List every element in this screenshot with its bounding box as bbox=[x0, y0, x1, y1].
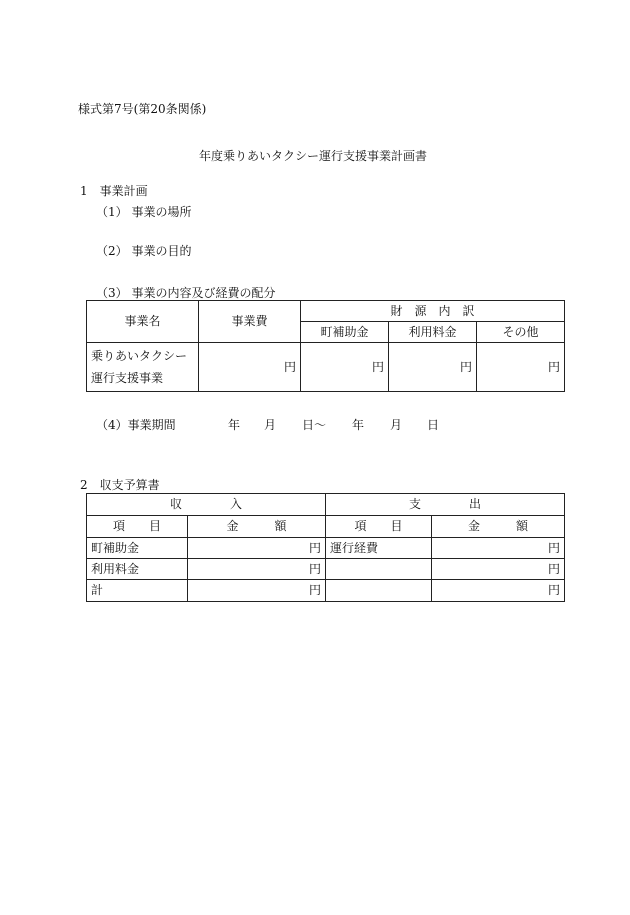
other-yen: 円 bbox=[477, 343, 565, 392]
col-funding-breakdown: 財 源 内 訳 bbox=[301, 301, 565, 322]
allocation-table bbox=[86, 300, 565, 392]
income-item-header: 項 目 bbox=[87, 516, 188, 538]
item-period: （4）事業期間 bbox=[96, 418, 176, 432]
period-day-start: 日～ bbox=[302, 418, 327, 432]
sub-town-subsidy: 町補助金 bbox=[301, 322, 389, 343]
period-year-start: 年 bbox=[228, 418, 241, 432]
expense-header: 支 出 bbox=[326, 494, 565, 516]
expense-row-1: 運行経費 bbox=[326, 538, 432, 559]
row-name-line2: 運行支援事業 bbox=[91, 371, 164, 385]
sub-other: その他 bbox=[477, 322, 565, 343]
town-yen: 円 bbox=[301, 343, 389, 392]
period-month-start: 月 bbox=[264, 418, 277, 432]
income-row-total: 計 bbox=[87, 580, 188, 602]
income-amount-1: 円 bbox=[188, 538, 326, 559]
income-amount-total: 円 bbox=[188, 580, 326, 602]
income-amount-header: 金 額 bbox=[188, 516, 326, 538]
col-project-name: 事業名 bbox=[87, 301, 199, 343]
expense-row-2 bbox=[326, 559, 432, 580]
expense-item-header: 項 目 bbox=[326, 516, 432, 538]
sub-usage-fee: 利用料金 bbox=[389, 322, 477, 343]
income-row-2: 利用料金 bbox=[87, 559, 188, 580]
item-contents: （3） 事業の内容及び経費の配分 bbox=[96, 286, 276, 300]
income-header: 収 入 bbox=[87, 494, 326, 516]
item-location: （1） 事業の場所 bbox=[96, 205, 192, 219]
section2-heading: 2 収支予算書 bbox=[80, 478, 160, 492]
period-month-end: 月 bbox=[390, 418, 403, 432]
period-day-end: 日 bbox=[427, 418, 440, 432]
col-project-cost: 事業費 bbox=[199, 301, 301, 343]
expense-amount-header: 金 額 bbox=[432, 516, 565, 538]
expense-amount-3: 円 bbox=[432, 580, 565, 602]
document-title: 年度乗りあいタクシー運行支援事業計画書 bbox=[199, 149, 428, 163]
budget-table bbox=[86, 493, 565, 602]
section1-heading: 1 事業計画 bbox=[80, 184, 148, 198]
item-purpose: （2） 事業の目的 bbox=[96, 244, 192, 258]
cost-yen: 円 bbox=[199, 343, 301, 392]
income-amount-2: 円 bbox=[188, 559, 326, 580]
expense-row-3 bbox=[326, 580, 432, 602]
income-row-1: 町補助金 bbox=[87, 538, 188, 559]
expense-amount-2: 円 bbox=[432, 559, 565, 580]
expense-amount-1: 円 bbox=[432, 538, 565, 559]
period-year-end: 年 bbox=[352, 418, 365, 432]
row-project-name bbox=[87, 343, 199, 392]
fee-yen: 円 bbox=[389, 343, 477, 392]
form-number: 様式第7号(第20条関係) bbox=[78, 102, 207, 116]
row-name-line1: 乗りあいタクシー bbox=[91, 349, 188, 363]
